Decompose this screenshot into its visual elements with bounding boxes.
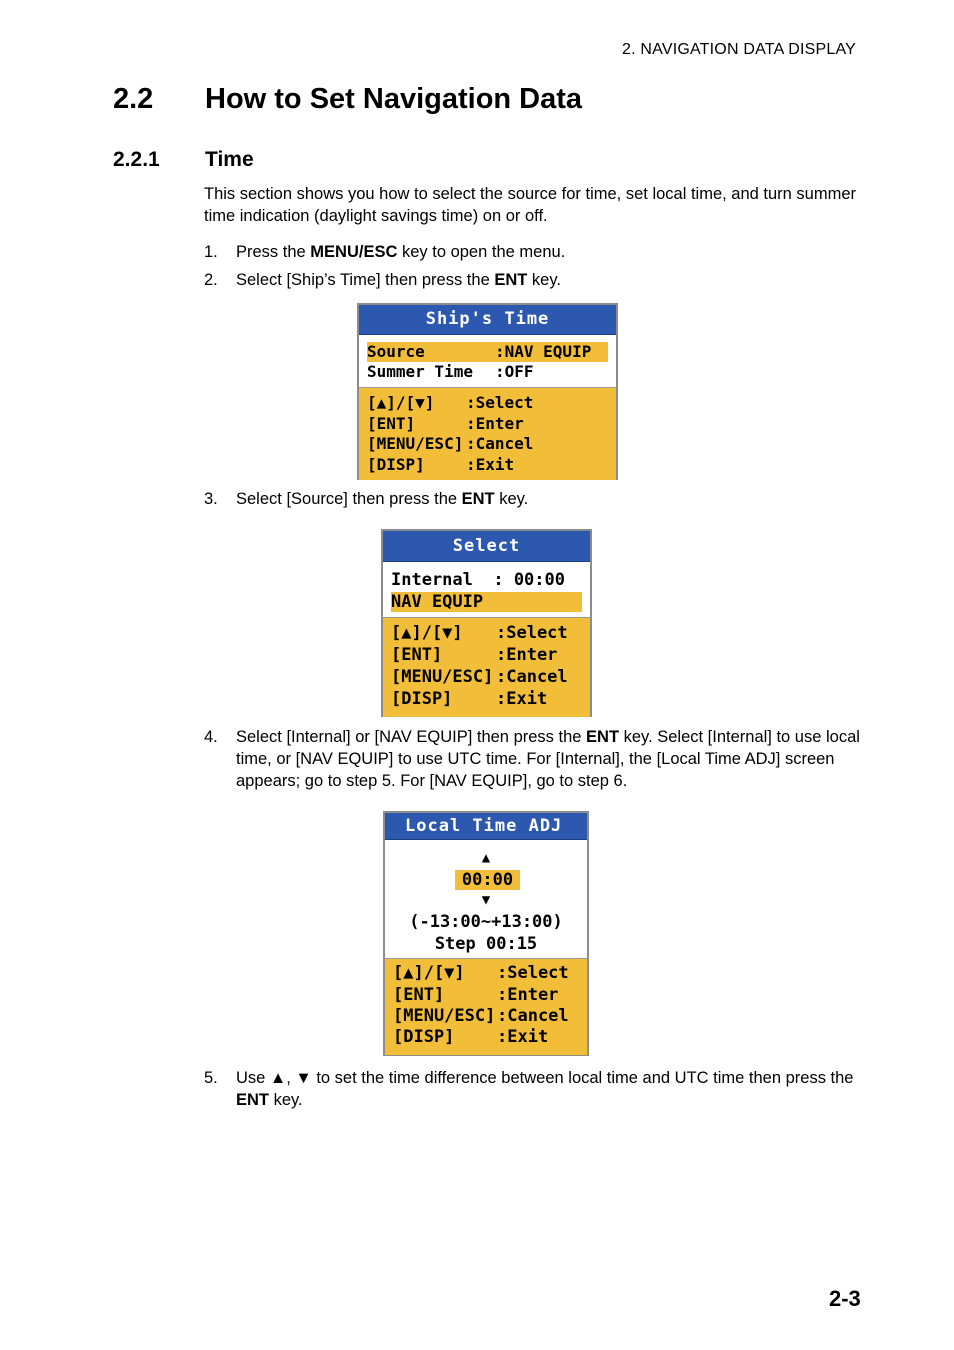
subsection-title: Time — [205, 148, 254, 171]
select-screen — [381, 529, 592, 717]
step-4: 4. Select [Internal] or [NAV EQUIP] then press the ENT key. Select [Internal] to use local time, or [NAV EQUIP] to use UTC time. For [Internal], the [Local Time ADJ] screen appears; go to step 5. For [NAV EQUIP], go to step 6. — [204, 728, 860, 790]
subsection-number: 2.2.1 — [113, 148, 160, 171]
running-header: 2. NAVIGATION DATA DISPLAY — [622, 41, 856, 58]
down-arrow-icon[interactable]: ▼ — [481, 892, 491, 908]
intro-paragraph: This section shows you how to select the source for time, set local time, and turn summer time indication (daylight savings time) on or off. — [204, 185, 857, 225]
ships-time-screen — [357, 303, 618, 480]
menu-item-nav-equip[interactable]: NAV EQUIP — [391, 592, 582, 612]
key-help: [▲]/[▼] :Select [ENT] :Enter [MENU/ESC] :Cancel [DISP] :Exit — [385, 959, 587, 1055]
menu-item-internal[interactable]: Internal : 00:00 — [391, 570, 565, 590]
page-number: 2-3 — [829, 1286, 861, 1311]
key-help: [▲]/[▼] :Select [ENT] :Enter [MENU/ESC] :Cancel [DISP] :Exit — [383, 618, 590, 717]
step-2: 2. Select [Ship’s Time] then press the ENT key. — [204, 271, 561, 289]
step-3: 3. Select [Source] then press the ENT key. — [204, 490, 529, 508]
section-title: How to Set Navigation Data — [205, 83, 583, 115]
offset-range: (-13:00~+13:00) — [409, 912, 563, 932]
section-number: 2.2 — [113, 83, 154, 115]
step-size: Step 00:15 — [434, 934, 538, 954]
menu-item-source[interactable]: Source :NAV EQUIP — [367, 342, 608, 362]
step-5: 5. Use ▲, ▼ to set the time difference between local time and UTC time then press the ENT key. — [204, 1069, 854, 1109]
subsection-heading — [113, 148, 254, 172]
key-help: [▲]/[▼] :Select [ENT] :Enter [MENU/ESC] :Cancel [DISP] :Exit — [359, 388, 616, 480]
section-heading — [113, 83, 582, 116]
menu-item-summer-time[interactable]: Summer Time :OFF — [367, 362, 534, 381]
screen-title: Ship's Time — [359, 305, 616, 335]
screen-title: Local Time ADJ — [385, 813, 587, 840]
up-arrow-icon[interactable]: ▲ — [481, 850, 491, 866]
local-time-adj-screen — [383, 811, 589, 1056]
screen-title: Select — [383, 531, 590, 562]
offset-value[interactable]: 00:00 — [455, 870, 520, 890]
step-1: 1. Press the MENU/ESC key to open the menu. — [204, 243, 566, 261]
